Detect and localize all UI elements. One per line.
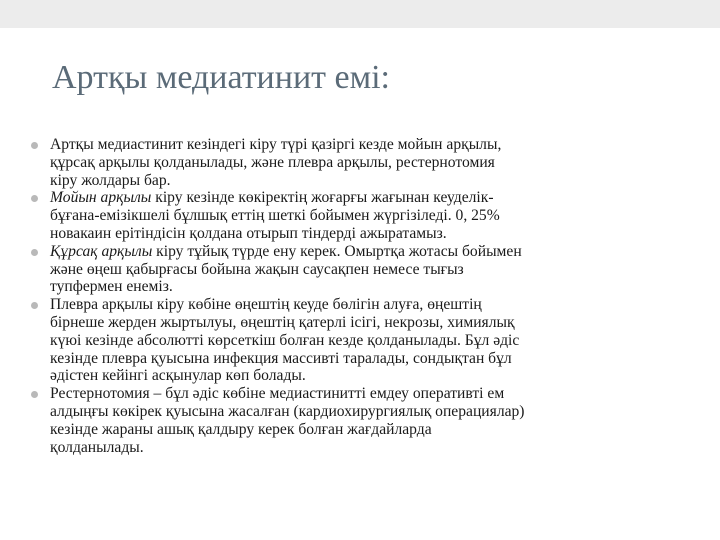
text-line: Мойын арқылы кіру кезінде көкіректің жоғарғы жағынан кеуделік- <box>50 189 494 207</box>
text-line: Рестернотомия – бұл әдіс көбіне медиастинитті емдеу оперативті ем <box>50 385 505 403</box>
text-line: кезінде жараны ашық қалдыру керек болған жағдайларда <box>50 420 432 438</box>
bullet-item <box>30 136 680 189</box>
bullet-dot-icon <box>31 391 38 398</box>
bullet-item <box>30 385 680 456</box>
text-line: қолданылады. <box>50 438 144 456</box>
text-line: тупфермен енеміз. <box>50 278 173 296</box>
text-line: бірнеше жерден жыртылуы, өңештің қатерлі ісігі, некрозы, химиялық <box>50 313 515 331</box>
text-line: Артқы медиастинит кезіндегі кіру түрі қазіргі кезде мойын арқылы, <box>50 136 502 153</box>
text-line: алдыңғы көкірек қуысына жасалған (кардиохирургиялық операциялар) <box>50 402 525 420</box>
text-line: әдістен кейінгі асқынулар көп болады. <box>50 367 306 385</box>
slide-title: Артқы медиатинит емі: <box>52 59 390 96</box>
italic-term: Құрсақ арқылы <box>50 242 153 260</box>
bullet-dot-icon <box>31 142 38 149</box>
bullet-item <box>30 296 680 385</box>
text-line: және өңеш қабырғасы бойына жақын саусақпен немесе тығыз <box>50 260 464 278</box>
bullet-dot-icon <box>31 302 38 309</box>
text-line: новакаин ерітіндісін қолдана отырып тіндерді ажыратамыз. <box>50 224 447 242</box>
bullet-item <box>30 189 680 242</box>
italic-term: Мойын арқылы <box>50 189 152 207</box>
bullet-item <box>30 243 680 296</box>
top-header-band <box>0 0 720 28</box>
bullet-list <box>30 136 680 456</box>
text-line: күюі кезінде абсолютті көрсеткіш болған кезде қолданылады. Бұл әдіс <box>50 331 520 349</box>
text-line: Плевра арқылы кіру көбіне өңештің кеуде бөлігін алуға, өңештің <box>50 296 482 314</box>
text-line: құрсақ арқылы қолданылады, және плевра арқылы, рестернотомия <box>50 153 495 171</box>
text-line: кезінде плевра қуысына инфекция массивті таралады, сондықтан бұл <box>50 349 512 367</box>
text-line: бұғана-емізікшелі бұлшық еттің шеткі бойымен жүргізіледі. 0, 25% <box>50 207 500 225</box>
text-line: Құрсақ арқылы кіру тұйық түрде ену керек. Омыртқа жотасы бойымен <box>50 242 522 260</box>
text-line: кіру жолдары бар. <box>50 171 171 189</box>
bullet-dot-icon <box>31 195 38 202</box>
bullet-dot-icon <box>31 249 38 256</box>
